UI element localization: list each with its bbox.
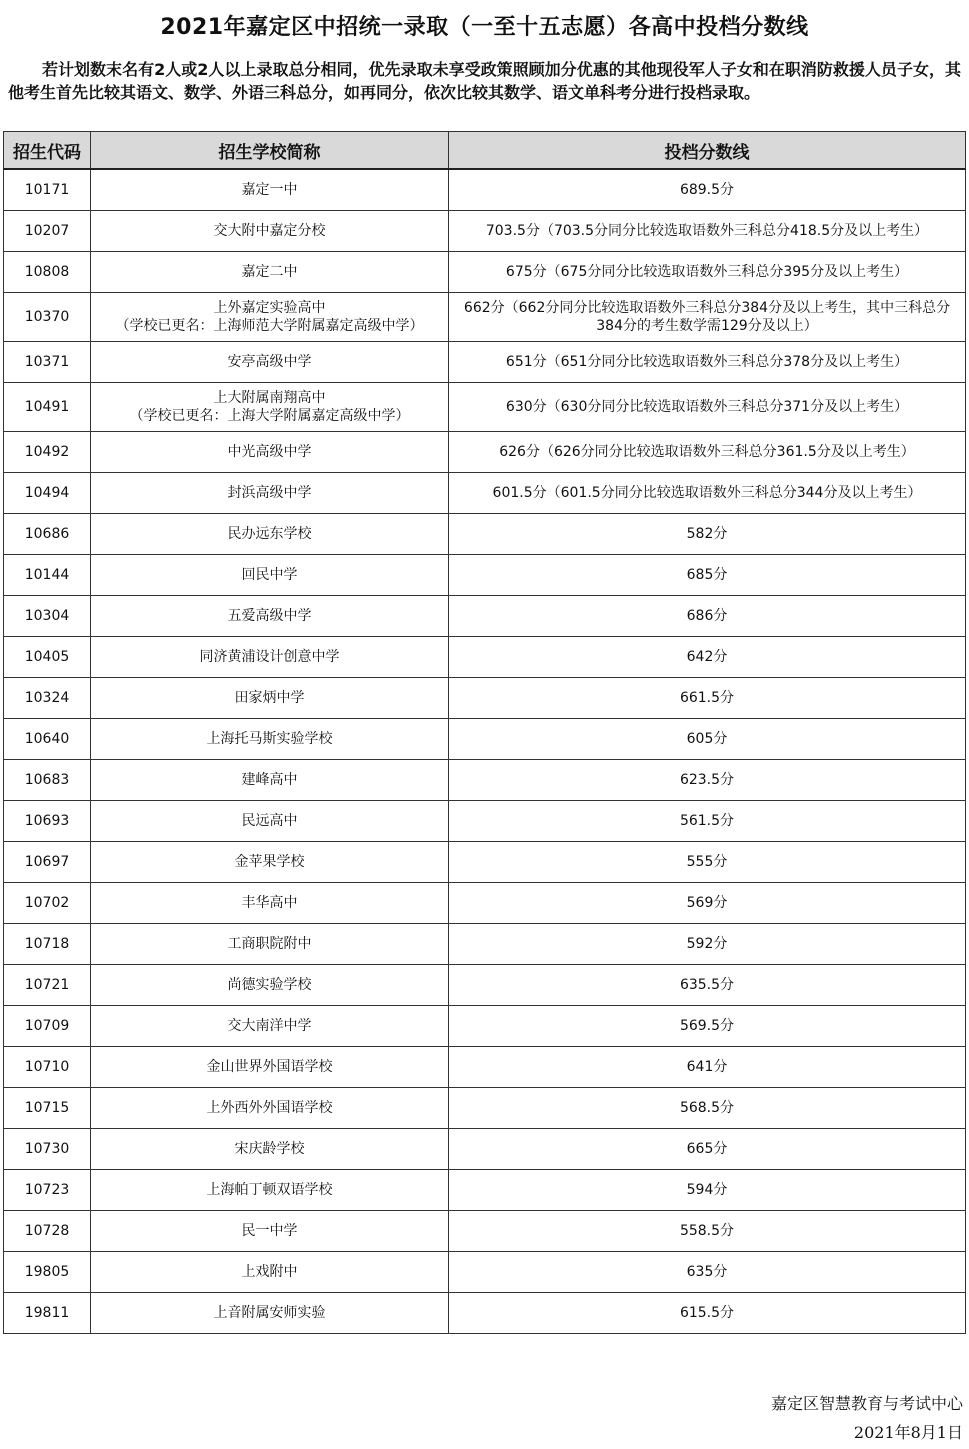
cutoff-score-cell [449, 678, 966, 719]
cutoff-score: 569.5分 [679, 1018, 735, 1034]
table-row [4, 1047, 966, 1088]
school-name: 同济黄浦设计创意中学 [199, 649, 340, 665]
cutoff-score-cell [449, 555, 966, 596]
cutoff-score-cell [449, 211, 966, 252]
cutoff-score: 626分 [499, 444, 540, 460]
header-code: 招生代码 [4, 132, 91, 170]
cutoff-score-cell [449, 1293, 966, 1334]
table-body [4, 169, 966, 1334]
table-row [4, 293, 966, 342]
school-name: 尚德实验学校 [227, 977, 312, 993]
cutoff-score-cell [449, 801, 966, 842]
table-row [4, 719, 966, 760]
cutoff-score-cell [449, 383, 966, 432]
table-row [4, 883, 966, 924]
school-name-cell [91, 169, 449, 211]
table-row [4, 555, 966, 596]
school-code-cell: 19811 [4, 1293, 91, 1334]
table-row [4, 514, 966, 555]
school-name: 上大附属南翔高中 [213, 390, 326, 406]
school-code-cell: 10371 [4, 342, 91, 383]
school-code-cell: 10492 [4, 432, 91, 473]
table-row [4, 1129, 966, 1170]
school-name-cell [91, 293, 449, 342]
tie-break-note: （626分同分比较选取语数外三科总分361.5分及以上考生） [539, 444, 915, 460]
cutoff-score-cell [449, 596, 966, 637]
table-row [4, 842, 966, 883]
table-row [4, 678, 966, 719]
school-name: 金山世界外国语学校 [206, 1059, 333, 1075]
school-code-cell: 10715 [4, 1088, 91, 1129]
cutoff-score: 568.5分 [679, 1100, 735, 1116]
cutoff-score-cell [449, 514, 966, 555]
cutoff-score: 661.5分 [679, 690, 735, 706]
cutoff-score: 665分 [686, 1141, 728, 1157]
table-row [4, 432, 966, 473]
cutoff-score: 635分 [686, 1264, 728, 1280]
table-row [4, 637, 966, 678]
page-title: 2021年嘉定区中招统一录取（一至十五志愿）各高中投档分数线 [160, 15, 809, 40]
cutoff-score: 675分 [505, 264, 547, 280]
cutoff-score-cell [449, 473, 966, 514]
cutoff-score: 630分 [505, 399, 547, 415]
cutoff-score-cell [449, 169, 966, 211]
school-name-cell [91, 1006, 449, 1047]
school-code-cell: 10144 [4, 555, 91, 596]
table-row [4, 1170, 966, 1211]
school-rename-note: （学校已更名：上海大学附属嘉定高级中学） [129, 408, 410, 424]
school-name-cell [91, 1211, 449, 1252]
cutoff-score-cell [449, 1170, 966, 1211]
school-code-cell: 10686 [4, 514, 91, 555]
school-rename-note: （学校已更名：上海师范大学附属嘉定高级中学） [115, 318, 424, 334]
school-name: 嘉定二中 [241, 264, 298, 280]
school-name-cell [91, 1170, 449, 1211]
admission-rule-note: 若计划数末名有2人或2人以上录取总分相同，优先录取未享受政策照顾加分优惠的其他现役军人子女和在职消防救援人员子女，其他考生首先比较其语文、数学、外语三科总分，如再同分，依次比较其数学、语文单科考分进行投档录取。 [8, 60, 961, 102]
tie-break-note: （703.5分同分比较选取语数外三科总分418.5分及以上考生） [539, 223, 929, 239]
school-name-cell [91, 1129, 449, 1170]
school-name-cell [91, 924, 449, 965]
cutoff-score-cell [449, 432, 966, 473]
school-code-cell: 10324 [4, 678, 91, 719]
cutoff-score-cell [449, 719, 966, 760]
school-name-cell [91, 432, 449, 473]
school-name-cell [91, 1088, 449, 1129]
cutoff-score-cell [449, 637, 966, 678]
cutoff-score-cell [449, 965, 966, 1006]
school-code-cell: 10405 [4, 637, 91, 678]
school-name-cell [91, 1252, 449, 1293]
cutoff-score: 592分 [686, 936, 728, 952]
tie-break-note: （662分同分比较选取语数外三科总分384分及以上考生，其中三科总分384分的考生数学需129分及以上） [504, 300, 951, 334]
table-row [4, 342, 966, 383]
cutoff-score-cell [449, 293, 966, 342]
school-name-cell [91, 555, 449, 596]
table-row [4, 801, 966, 842]
cutoff-score: 615.5分 [679, 1305, 735, 1321]
school-code-cell: 10710 [4, 1047, 91, 1088]
school-name: 回民中学 [241, 567, 298, 583]
cutoff-score: 651分 [505, 354, 547, 370]
school-name-cell [91, 211, 449, 252]
school-name-cell [91, 719, 449, 760]
school-name: 建峰高中 [241, 772, 298, 788]
header-school: 招生学校简称 [91, 132, 449, 170]
school-code-cell: 10723 [4, 1170, 91, 1211]
cutoff-score: 635.5分 [679, 977, 735, 993]
school-name: 上海托马斯实验学校 [206, 731, 333, 747]
school-code-cell: 10709 [4, 1006, 91, 1047]
school-name: 田家炳中学 [234, 690, 305, 706]
cutoff-score: 569分 [686, 895, 728, 911]
school-code-cell: 10207 [4, 211, 91, 252]
cutoff-score: 641分 [686, 1059, 728, 1075]
cutoff-score: 703.5分 [485, 223, 540, 239]
tie-break-note: （651分同分比较选取语数外三科总分378分及以上考生） [546, 354, 909, 370]
school-name: 民办远东学校 [227, 526, 312, 542]
cutoff-score-cell [449, 924, 966, 965]
cutoff-score-cell [449, 883, 966, 924]
school-code-cell: 10702 [4, 883, 91, 924]
school-code-cell: 10718 [4, 924, 91, 965]
school-code-cell: 10304 [4, 596, 91, 637]
school-name: 民一中学 [241, 1223, 298, 1239]
school-name-cell [91, 342, 449, 383]
table-row [4, 169, 966, 211]
table-row [4, 1088, 966, 1129]
table-row [4, 760, 966, 801]
school-name: 交大附中嘉定分校 [213, 223, 326, 239]
table-row [4, 924, 966, 965]
school-name-cell [91, 678, 449, 719]
table-row [4, 965, 966, 1006]
cutoff-score: 561.5分 [679, 813, 735, 829]
table-row [4, 1293, 966, 1334]
cutoff-score-cell [449, 342, 966, 383]
issuing-organization: 嘉定区智慧教育与考试中心 [770, 1394, 963, 1413]
cutoff-score: 623.5分 [679, 772, 735, 788]
school-name-cell [91, 473, 449, 514]
school-name-cell [91, 637, 449, 678]
cutoff-score-cell [449, 1129, 966, 1170]
cutoff-score-cell [449, 1252, 966, 1293]
school-name-cell [91, 596, 449, 637]
school-name: 五爱高级中学 [227, 608, 312, 624]
school-name-cell [91, 842, 449, 883]
tie-break-note: （601.5分同分比较选取语数外三科总分344分及以上考生） [546, 485, 922, 501]
table-row [4, 211, 966, 252]
school-name: 工商职院附中 [227, 936, 312, 952]
cutoff-score-cell [449, 760, 966, 801]
school-name-cell [91, 383, 449, 432]
school-code-cell: 10721 [4, 965, 91, 1006]
school-code-cell: 10370 [4, 293, 91, 342]
cutoff-score-table [3, 131, 966, 1334]
school-name: 民远高中 [241, 813, 298, 829]
table-row [4, 1006, 966, 1047]
school-name-cell [91, 1047, 449, 1088]
school-code-cell: 10697 [4, 842, 91, 883]
cutoff-score: 582分 [686, 526, 728, 542]
school-code-cell: 10728 [4, 1211, 91, 1252]
school-name: 封浜高级中学 [227, 485, 312, 501]
school-name: 上戏附中 [241, 1264, 298, 1280]
school-code-cell: 19805 [4, 1252, 91, 1293]
cutoff-score: 605分 [686, 731, 728, 747]
school-code-cell: 10640 [4, 719, 91, 760]
cutoff-score: 642分 [686, 649, 728, 665]
cutoff-score: 555分 [686, 854, 728, 870]
school-code-cell: 10491 [4, 383, 91, 432]
school-name: 上外西外外国语学校 [206, 1100, 333, 1116]
cutoff-score: 689.5分 [679, 182, 735, 198]
school-name: 中光高级中学 [227, 444, 312, 460]
school-name: 嘉定一中 [241, 182, 298, 198]
school-code-cell: 10693 [4, 801, 91, 842]
school-name: 上外嘉定实验高中 [213, 300, 326, 316]
issue-date: 2021年8月1日 [853, 1423, 963, 1442]
tie-break-note: （675分同分比较选取语数外三科总分395分及以上考生） [546, 264, 909, 280]
school-name-cell [91, 883, 449, 924]
school-name-cell [91, 514, 449, 555]
cutoff-score: 594分 [686, 1182, 728, 1198]
school-name: 上音附属安师实验 [213, 1305, 326, 1321]
school-name-cell [91, 252, 449, 293]
school-code-cell: 10683 [4, 760, 91, 801]
table-row [4, 473, 966, 514]
school-name-cell [91, 760, 449, 801]
cutoff-score-cell [449, 1047, 966, 1088]
table-row [4, 1252, 966, 1293]
school-code-cell: 10808 [4, 252, 91, 293]
table-row [4, 252, 966, 293]
cutoff-score: 662分 [463, 300, 505, 316]
cutoff-score: 558.5分 [679, 1223, 735, 1239]
cutoff-score: 601.5分 [492, 485, 547, 501]
table-row [4, 596, 966, 637]
header-score: 投档分数线 [449, 132, 966, 170]
cutoff-score-cell [449, 252, 966, 293]
tie-break-note: （630分同分比较选取语数外三科总分371分及以上考生） [546, 399, 909, 415]
school-name: 交大南洋中学 [227, 1018, 312, 1034]
school-code-cell: 10494 [4, 473, 91, 514]
school-name: 丰华高中 [241, 895, 298, 911]
cutoff-score-cell [449, 1211, 966, 1252]
table-row [4, 383, 966, 432]
school-name: 安亭高级中学 [227, 354, 312, 370]
cutoff-score: 685分 [686, 567, 728, 583]
table-row [4, 1211, 966, 1252]
cutoff-score: 686分 [686, 608, 728, 624]
school-name-cell [91, 801, 449, 842]
school-code-cell: 10730 [4, 1129, 91, 1170]
school-name-cell [91, 965, 449, 1006]
cutoff-score-cell [449, 1088, 966, 1129]
cutoff-score-cell [449, 1006, 966, 1047]
school-name-cell [91, 1293, 449, 1334]
school-name: 宋庆龄学校 [234, 1141, 305, 1157]
school-name: 金苹果学校 [234, 854, 305, 870]
cutoff-score-cell [449, 842, 966, 883]
school-name: 上海帕丁顿双语学校 [206, 1182, 333, 1198]
table-header-row [4, 132, 966, 170]
school-code-cell: 10171 [4, 169, 91, 211]
